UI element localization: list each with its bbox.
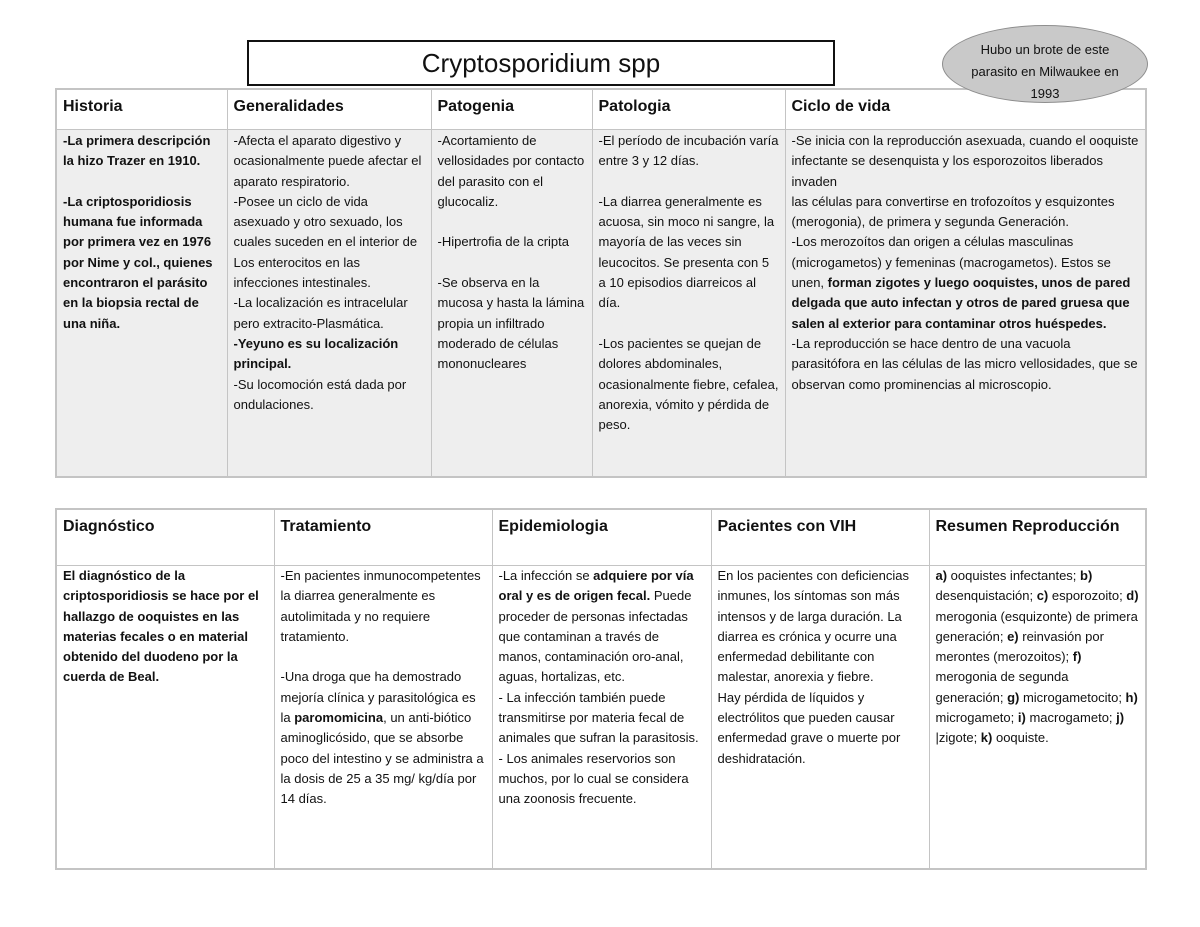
cell-pacientes-vih xyxy=(711,566,929,870)
vih-paragraph-2: Hay pérdida de líquidos y electrólitos que pueden causar enfermedad grave o muerte por deshidratación. xyxy=(717,689,904,766)
epidemiologia-paragraph-1 xyxy=(499,566,705,688)
resumen-key: g) xyxy=(1007,689,1020,705)
paragraph-gap xyxy=(599,314,779,334)
details-header-row xyxy=(56,509,1146,566)
patologia-paragraph-3: -Los pacientes se quejan de dolores abdominales, ocasionalmente fiebre, cefalea, anorexia, vómito y pérdida de peso. xyxy=(598,335,783,433)
outbreak-note-text: Hubo un brote de este parasito en Milwaukee en 1993 xyxy=(971,42,1119,101)
epidemiologia-a-end: Puede proceder de personas infectadas que contaminan a través de manos, contaminación oro-anal, aguas, hortalizas, etc. xyxy=(498,588,696,685)
resumen-text: merogonia (esquizonte) de primera generación; xyxy=(935,588,1143,644)
ciclo-line-3-bold: forman zigotes y luego ooquistes, unos de pared delgada que auto infectan y otros de pared gruesa que salen al exterior para contaminar otros huéspedes xyxy=(791,275,1134,331)
resumen-text: esporozoito; xyxy=(1048,588,1127,604)
cell-historia xyxy=(56,130,227,478)
header-epidemiologia: Epidemiologia xyxy=(492,509,711,566)
cell-generalidades xyxy=(227,130,431,478)
paragraph-gap xyxy=(438,212,586,232)
resumen-key: j) xyxy=(1116,710,1125,726)
tratamiento-paragraph-1: -En pacientes inmunocompetentes la diarrea generalmente es autolimitada y no requiere tratamiento. xyxy=(280,568,485,644)
generalidades-line-4: -Yeyuno es su localización principal. xyxy=(233,335,402,372)
cell-resumen-reproduccion xyxy=(929,566,1146,870)
diagnostico-text: El diagnóstico de la criptosporidiosis se hace por el hallazgo de ooquistes en las materias fecales o en material obtenido del duodeno por la cuerda de Beal. xyxy=(63,568,263,685)
epidemiologia-paragraph-2: - La infección también puede transmitirse por materia fecal de animales que sufran la parasitosis. xyxy=(498,689,699,746)
epidemiologia-a-start: -La infección se xyxy=(498,568,594,583)
historia-paragraph-1: -La primera descripción la hizo Trazer en 1910. xyxy=(63,133,215,169)
patogenia-paragraph-3: -Se observa en la mucosa y hasta la lámina propia un infiltrado moderado de células mononucleares xyxy=(437,275,588,372)
historia-paragraph-2: -La criptosporidiosis humana fue informada por primera vez en 1976 por Nime y col., quienes encontraron el parásito en la biopsia rectal de una niña. xyxy=(63,193,217,331)
resumen-text: ooquistes infectantes; xyxy=(947,568,1081,583)
resumen-key: k) xyxy=(980,730,993,746)
generalidades-line-1: -Afecta el aparato digestivo y ocasionalmente puede afectar el aparato respiratorio. xyxy=(233,133,426,189)
tratamiento-drug-name: paromomicina xyxy=(294,710,384,726)
cell-ciclo-de-vida xyxy=(785,130,1146,478)
epidemiologia-paragraph-3: - Los animales reservorios son muchos, por lo cual se considera una zoonosis frecuente. xyxy=(498,750,693,807)
details-content-row xyxy=(56,566,1146,870)
resumen-key: e) xyxy=(1007,628,1019,644)
resumen-key: c) xyxy=(1036,588,1049,604)
header-patologia: Patologia xyxy=(592,89,785,130)
cell-patogenia xyxy=(431,130,592,478)
resumen-key: f) xyxy=(1072,649,1082,665)
patogenia-paragraph-2: -Hipertrofia de la cripta xyxy=(437,234,569,250)
outbreak-note-callout xyxy=(942,25,1148,103)
resumen-text: desenquistación; xyxy=(935,568,1096,604)
header-tratamiento: Tratamiento xyxy=(274,509,492,566)
overview-content-row xyxy=(56,130,1146,478)
tratamiento-p2-start: -Una droga que ha demostrado mejoría clínica y parasitológica es la xyxy=(280,669,480,726)
header-resumen-reproduccion: Resumen Reproducción xyxy=(929,509,1146,566)
resumen-key: a) xyxy=(935,568,948,583)
resumen-key: i) xyxy=(1017,710,1026,726)
paragraph-gap xyxy=(599,172,779,192)
generalidades-line-5: -Su locomoción está dada por ondulaciones. xyxy=(233,376,410,412)
resumen-key: d) xyxy=(1126,588,1139,604)
paragraph-gap xyxy=(281,647,486,667)
document-title: Cryptosporidium spp xyxy=(247,40,835,86)
resumen-text: microgametocito; xyxy=(1019,689,1126,705)
header-pacientes-vih: Pacientes con VIH xyxy=(711,509,929,566)
epidemiologia-a-bold: adquiere por vía oral y es de origen fecal. xyxy=(498,568,698,604)
cell-tratamiento xyxy=(274,566,492,870)
patologia-paragraph-1: -El período de incubación varía entre 3 y 12 días. xyxy=(598,133,783,169)
resumen-text: macrogameto; xyxy=(1025,710,1117,726)
resumen-key: b) xyxy=(1080,568,1093,583)
generalidades-line-2: -Posee un ciclo de vida asexuado y otro sexuado, los cuales suceden en el interior de Los enterocitos en las infecciones intestinales. xyxy=(233,193,421,291)
resumen-text: microgameto; xyxy=(935,689,1142,726)
patologia-paragraph-2: -La diarrea generalmente es acuosa, sin moco ni sangre, la mayoría de las veces sin leucocitos. Se presenta con 5 a 10 episodios diarreicos al día. xyxy=(598,193,778,311)
header-historia: Historia xyxy=(56,89,227,130)
cell-epidemiologia xyxy=(492,566,711,870)
generalidades-line-3: -La localización es intracelular pero extracito-Plasmática. xyxy=(233,295,412,331)
tratamiento-p2-end: , un anti-biótico aminoglicósido, que se absorbe poco del intestino y se administra a la dosis de 25 a 35 mg/ kg/día por 14 días. xyxy=(280,710,488,807)
paragraph-gap xyxy=(63,172,221,192)
vih-paragraph-1: En los pacientes con deficiencias inmunes, los síntomas son más intensos y de larga duración. La diarrea es crónica y ocurre una enfermedad debilitante con malestar, anorexia y fiebre. xyxy=(717,568,913,685)
resumen-key: h) xyxy=(1125,689,1138,705)
tratamiento-paragraph-2 xyxy=(281,667,486,809)
ciclo-line-3-start: -Los merozoítos dan origen a células masculinas (microgametos) y femeninas (macrogametos). Estos se unen, xyxy=(791,234,1115,291)
resumen-text: merogonia de segunda generación; xyxy=(935,649,1086,705)
ciclo-line-4: -La reproducción se hace dentro de una vacuola parasitófora en las células de las micro vellosidades, que se observan como prominencias al microscopio. xyxy=(791,335,1142,392)
cell-diagnostico xyxy=(56,566,274,870)
details-table xyxy=(55,508,1147,870)
overview-table xyxy=(55,88,1147,478)
ciclo-line-3-end: . xyxy=(1102,315,1107,331)
patogenia-paragraph-1: -Acortamiento de vellosidades por contacto del parasito con el glucocaliz. xyxy=(437,133,588,209)
paragraph-gap xyxy=(438,253,586,273)
ciclo-line-1: -Se inicia con la reproducción asexuada, cuando el ooquiste infectante se desenquista y los esporozoitos liberados invaden xyxy=(791,133,1143,189)
resumen-text: |zigote; xyxy=(935,710,1128,746)
header-diagnostico: Diagnóstico xyxy=(56,509,274,566)
header-patogenia: Patogenia xyxy=(431,89,592,130)
ciclo-line-2: las células para convertirse en trofozoítos y esquizontes (merogonia), de primera y segunda Generación. xyxy=(791,193,1119,230)
ciclo-line-3 xyxy=(792,232,1140,333)
resumen-list xyxy=(935,566,1143,749)
cell-patologia xyxy=(592,130,785,478)
resumen-text: ooquiste. xyxy=(992,730,1049,746)
header-ciclo-de-vida: Ciclo de vida xyxy=(785,89,1146,130)
resumen-text: reinvasión por merontes (merozoitos); xyxy=(935,628,1108,665)
header-generalidades: Generalidades xyxy=(227,89,431,130)
